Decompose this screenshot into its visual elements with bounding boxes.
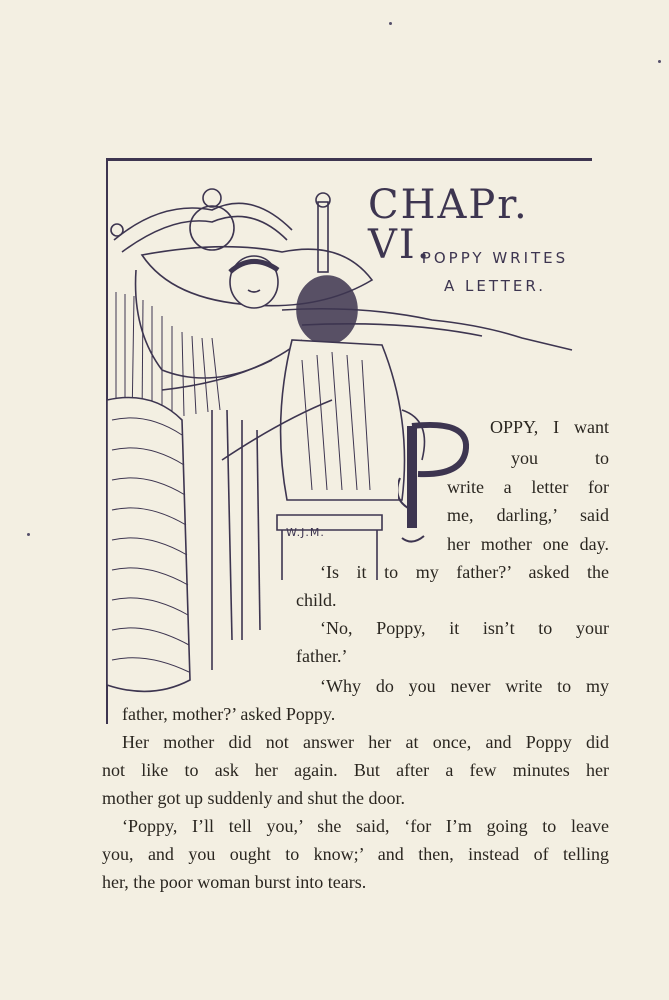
dropcap-letter: P xyxy=(428,458,429,459)
paper-speck xyxy=(658,60,661,63)
text-line-7: child. xyxy=(296,590,337,610)
text-line-10: ‘Why do you never write to my xyxy=(320,676,609,696)
chapter-subtitle-line1: POPPY WRITES xyxy=(421,249,569,267)
text-line-1: OPPY, I want xyxy=(490,417,609,437)
text-line-3: write a letter for xyxy=(447,477,609,497)
chapter-subtitle xyxy=(405,244,585,300)
text-line-6: ‘Is it to my father?’ asked the xyxy=(320,562,609,582)
artist-signature: W.J.M. xyxy=(286,526,325,539)
text-line-16: you, and you ought to know;’ and then, instead of telling xyxy=(102,844,609,864)
chapter-title: CHAPr. VI. xyxy=(368,182,529,268)
chapter-subtitle-line2: A LETTER. xyxy=(443,277,547,295)
text-line-5: her mother one day. xyxy=(447,534,609,554)
text-line-9: father.’ xyxy=(296,646,348,666)
text-line-4: me, darling,’ said xyxy=(447,505,609,525)
paper-speck xyxy=(27,533,30,536)
text-line-14: mother got up suddenly and shut the door. xyxy=(102,788,405,808)
text-line-11: father, mother?’ asked Poppy. xyxy=(122,704,336,724)
text-line-15: ‘Poppy, I’ll tell you,’ she said, ‘for I’m going to leave xyxy=(122,816,609,836)
text-line-17: her, the poor woman burst into tears. xyxy=(102,872,367,892)
text-line-8: ‘No, Poppy, it isn’t to your xyxy=(320,618,609,638)
paper-speck xyxy=(389,22,392,25)
text-line-12: Her mother did not answer her at once, and Poppy did xyxy=(122,732,609,752)
text-line-13: not like to ask her again. But after a few minutes her xyxy=(102,760,609,780)
text-line-2: you to xyxy=(511,448,609,468)
